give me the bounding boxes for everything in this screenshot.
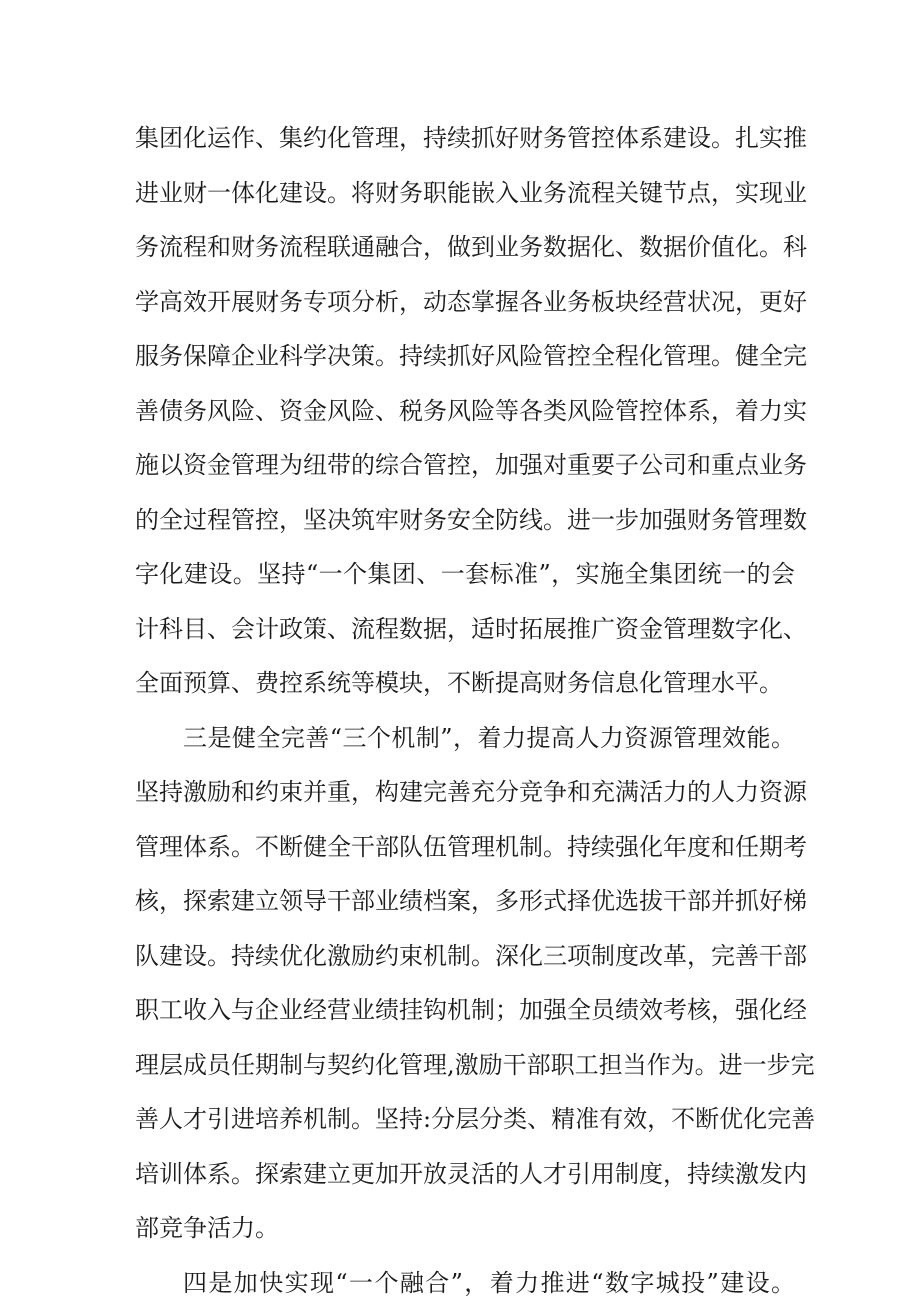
text-line: 计科目、会计政策、流程数据，适时拓展推广资金管理数字化、: [135, 602, 795, 657]
text-line: 施以资金管理为纽带的综合管控，加强对重要子公司和重点业务: [135, 438, 795, 493]
text-line: 务流程和财务流程联通融合，做到业务数据化、数据价值化。科: [135, 220, 795, 275]
text-line: 善债务风险、资金风险、税务风险等各类风险管控体系，着力实: [135, 384, 795, 439]
text-line: 核，探索建立领导干部业绩档案，多形式择优选拔干部并抓好梯: [135, 874, 795, 929]
text-line: 的全过程管控，坚决筑牢财务安全防线。进一步加强财务管理数: [135, 493, 795, 548]
paragraph-heading-line: 四是加快实现“一个融合”，着力推进“数字城投”建设。: [135, 1256, 795, 1310]
text-line: 部竞争活力。: [135, 1201, 795, 1256]
text-line: 学高效开展财务专项分析，动态掌握各业务板块经营状况，更好: [135, 275, 795, 330]
text-line: 理层成员任期制与契约化管理,激励干部职工担当作为。进一步完: [135, 1038, 795, 1093]
text-line: 队建设。持续优化激励约束机制。深化三项制度改革，完善干部: [135, 929, 795, 984]
text-line: 职工收入与企业经营业绩挂钩机制；加强全员绩效考核，强化经: [135, 983, 795, 1038]
text-line: 集团化运作、集约化管理，持续抓好财务管控体系建设。扎实推: [135, 111, 795, 166]
paragraph-heading-line: 三是健全完善“三个机制”，着力提高人力资源管理效能。: [135, 711, 795, 766]
text-line: 坚持激励和约束并重，构建完善充分竞争和充满活力的人力资源: [135, 765, 795, 820]
text-line: 字化建设。坚持“一个集团、一套标准”，实施全集团统一的会: [135, 547, 795, 602]
text-line: 管理体系。不断健全干部队伍管理机制。持续强化年度和任期考: [135, 820, 795, 875]
document-body: [135, 111, 795, 1310]
text-line: 全面预算、费控系统等模块，不断提高财务信息化管理水平。: [135, 656, 795, 711]
text-line: 进业财一体化建设。将财务职能嵌入业务流程关键节点，实现业: [135, 166, 795, 221]
text-line: 善人才引进培养机制。坚持:分层分类、精准有效，不断优化完善: [135, 1092, 795, 1147]
text-line: 培训体系。探索建立更加开放灵活的人才引用制度，持续激发内: [135, 1147, 795, 1202]
text-line: 服务保障企业科学决策。持续抓好风险管控全程化管理。健全完: [135, 329, 795, 384]
